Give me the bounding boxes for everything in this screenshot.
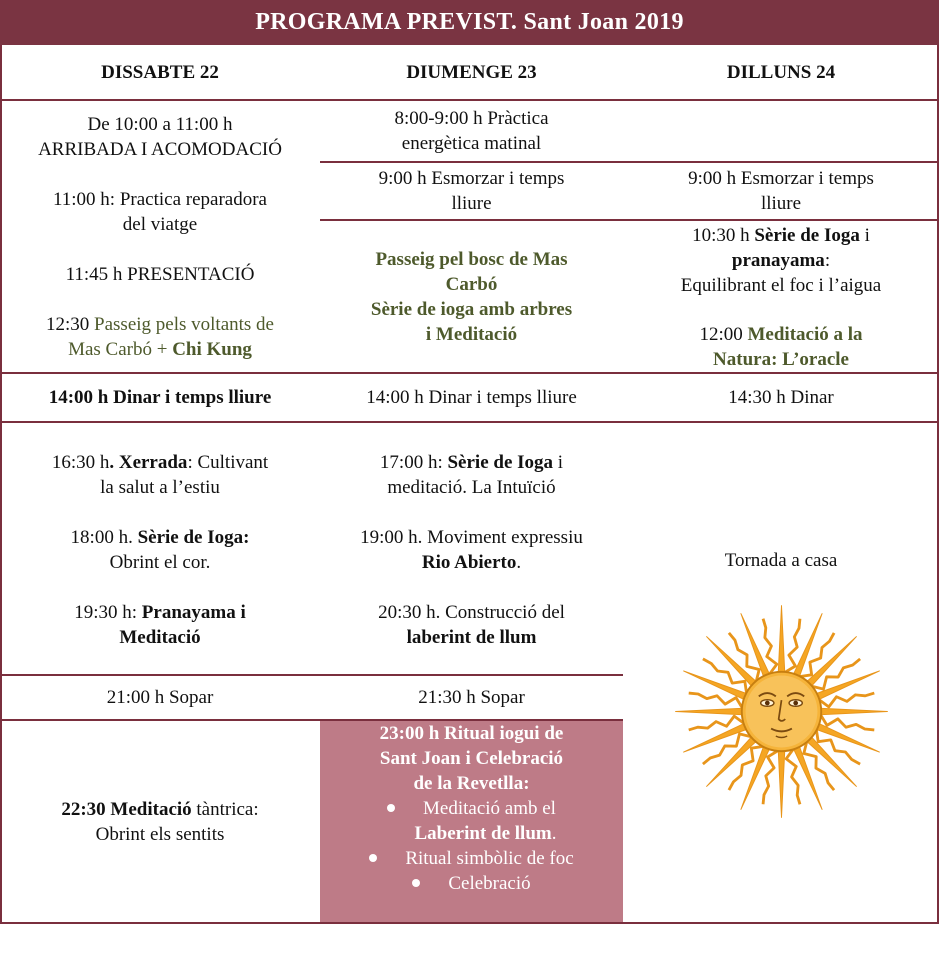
sun-walk-line2: Carbó bbox=[445, 274, 498, 295]
sun-movement-line1: 19:00 h. Moviment expressiu bbox=[360, 527, 583, 548]
sat-talk-line1: 16:30 h. Xerrada: Cultivant bbox=[51, 452, 269, 473]
sun-labyrinth-line1: 20:30 h. Construcció del bbox=[378, 602, 565, 623]
sunday-breakfast bbox=[320, 163, 623, 219]
sun-breakfast-line1: 9:00 h Esmorzar i temps bbox=[378, 168, 565, 189]
sunday-forest-walk bbox=[320, 221, 623, 372]
sun-labyrinth-line2: laberint de llum bbox=[406, 627, 537, 648]
sunday-ritual-cell bbox=[320, 721, 623, 922]
sun-breakfast-line2: lliure bbox=[451, 193, 492, 214]
sunday-lunch: 14:00 h Dinar i temps lliure bbox=[366, 387, 577, 408]
sun-walk-line4: i Meditació bbox=[425, 324, 518, 345]
list-item: Ritual simbòlic de foc bbox=[369, 846, 573, 871]
day-header-monday: DILLUNS 24 bbox=[726, 62, 836, 83]
sat-arrival-time: De 10:00 a 11:00 h bbox=[87, 113, 233, 135]
bullet-icon bbox=[387, 804, 395, 812]
sun-ray-straight bbox=[778, 606, 785, 674]
sun-ray-straight bbox=[676, 708, 744, 715]
sunday-dinner: 21:30 h Sopar bbox=[418, 687, 525, 708]
saturday-afternoon-cell bbox=[0, 423, 320, 674]
sun-yoga-line2: meditació. La Intuïció bbox=[387, 477, 556, 498]
sat-walk-line2: Mas Carbó + Chi Kung bbox=[68, 338, 252, 360]
ritual-line2: Sant Joan i Celebració bbox=[379, 748, 564, 769]
monday-breakfast bbox=[623, 163, 939, 219]
sat-practice-line2: del viatge bbox=[122, 213, 198, 235]
sun-walk-line3: Sèrie de ioga amb arbres bbox=[370, 299, 573, 320]
monday-yoga-meditation bbox=[623, 221, 939, 372]
sun-early-line2: energètica matinal bbox=[401, 133, 542, 154]
monday-lunch: 14:30 h Dinar bbox=[728, 387, 834, 408]
ritual-list bbox=[369, 796, 573, 896]
sunday-afternoon-cell bbox=[320, 423, 623, 674]
saturday-morning-cell bbox=[0, 101, 320, 372]
saturday-night-cell bbox=[0, 721, 320, 922]
mon-yoga-line1: 10:30 h Sèrie de Ioga i bbox=[692, 225, 870, 246]
sat-pranayama-line2: Meditació bbox=[119, 627, 201, 648]
sat-walk-line1: 12:30 Passeig pels voltants de bbox=[46, 313, 274, 335]
sun-movement-line2: Rio Abierto. bbox=[421, 552, 522, 573]
monday-return-home: Tornada a casa bbox=[724, 549, 838, 571]
mon-meditation-line2: Natura: L’oracle bbox=[713, 349, 849, 370]
ritual-line3: de la Revetlla: bbox=[413, 773, 530, 794]
saturday-lunch: 14:00 h Dinar i temps lliure bbox=[48, 387, 272, 408]
bullet-icon bbox=[369, 854, 377, 862]
mon-meditation-line1: 12:00 Meditació a la bbox=[699, 324, 863, 345]
sat-presentation: 11:45 h PRESENTACIÓ bbox=[65, 263, 255, 285]
list-item: Celebració bbox=[369, 871, 573, 896]
sat-practice-line1: 11:00 h: Practica reparadora bbox=[52, 188, 267, 210]
sun-ray-straight bbox=[778, 749, 785, 817]
mon-yoga-line3: Equilibrant el foc i l’aigua bbox=[680, 275, 882, 296]
mon-breakfast-line2: lliure bbox=[760, 193, 802, 214]
day-header-saturday: DISSABTE 22 bbox=[101, 62, 219, 83]
sat-talk-line2: la salut a l’estiu bbox=[100, 477, 220, 498]
bullet-icon bbox=[412, 879, 420, 887]
list-item-continued: Laberint de llum. bbox=[414, 823, 557, 844]
sat-pranayama-line1: 19:30 h: Pranayama i bbox=[74, 602, 246, 623]
sat-tantra-line2: Obrint els sentits bbox=[95, 823, 225, 845]
list-item: Meditació amb el bbox=[369, 796, 573, 821]
sun-face-icon bbox=[668, 598, 895, 825]
sat-yoga-line2: Obrint el cor. bbox=[109, 552, 211, 573]
mon-breakfast-line1: 9:00 h Esmorzar i temps bbox=[688, 168, 874, 189]
sun-walk-line1: Passeig pel bosc de Mas bbox=[375, 249, 568, 270]
sat-yoga-line1: 18:00 h. Sèrie de Ioga: bbox=[70, 527, 250, 548]
sun-early-line1: 8:00-9:00 h Pràctica bbox=[394, 108, 549, 129]
day-header-sunday: DIUMENGE 23 bbox=[406, 62, 537, 83]
ritual-line1: 23:00 h Ritual iogui de bbox=[379, 723, 564, 744]
sunday-early-practice bbox=[320, 101, 623, 161]
sat-tantra-line1: 22:30 Meditació tàntrica: bbox=[61, 798, 259, 820]
mon-yoga-line2: pranayama: bbox=[731, 250, 831, 271]
sun-ray-straight bbox=[819, 708, 887, 715]
monday-empty-cell bbox=[623, 101, 939, 161]
sat-arrival-label: ARRIBADA I ACOMODACIÓ bbox=[38, 138, 282, 160]
page-title: PROGRAMA PREVIST. Sant Joan 2019 bbox=[0, 0, 939, 45]
border-bottom bbox=[0, 922, 939, 924]
sun-yoga-line1: 17:00 h: Sèrie de Ioga i bbox=[379, 452, 564, 473]
saturday-dinner: 21:00 h Sopar bbox=[106, 687, 214, 708]
